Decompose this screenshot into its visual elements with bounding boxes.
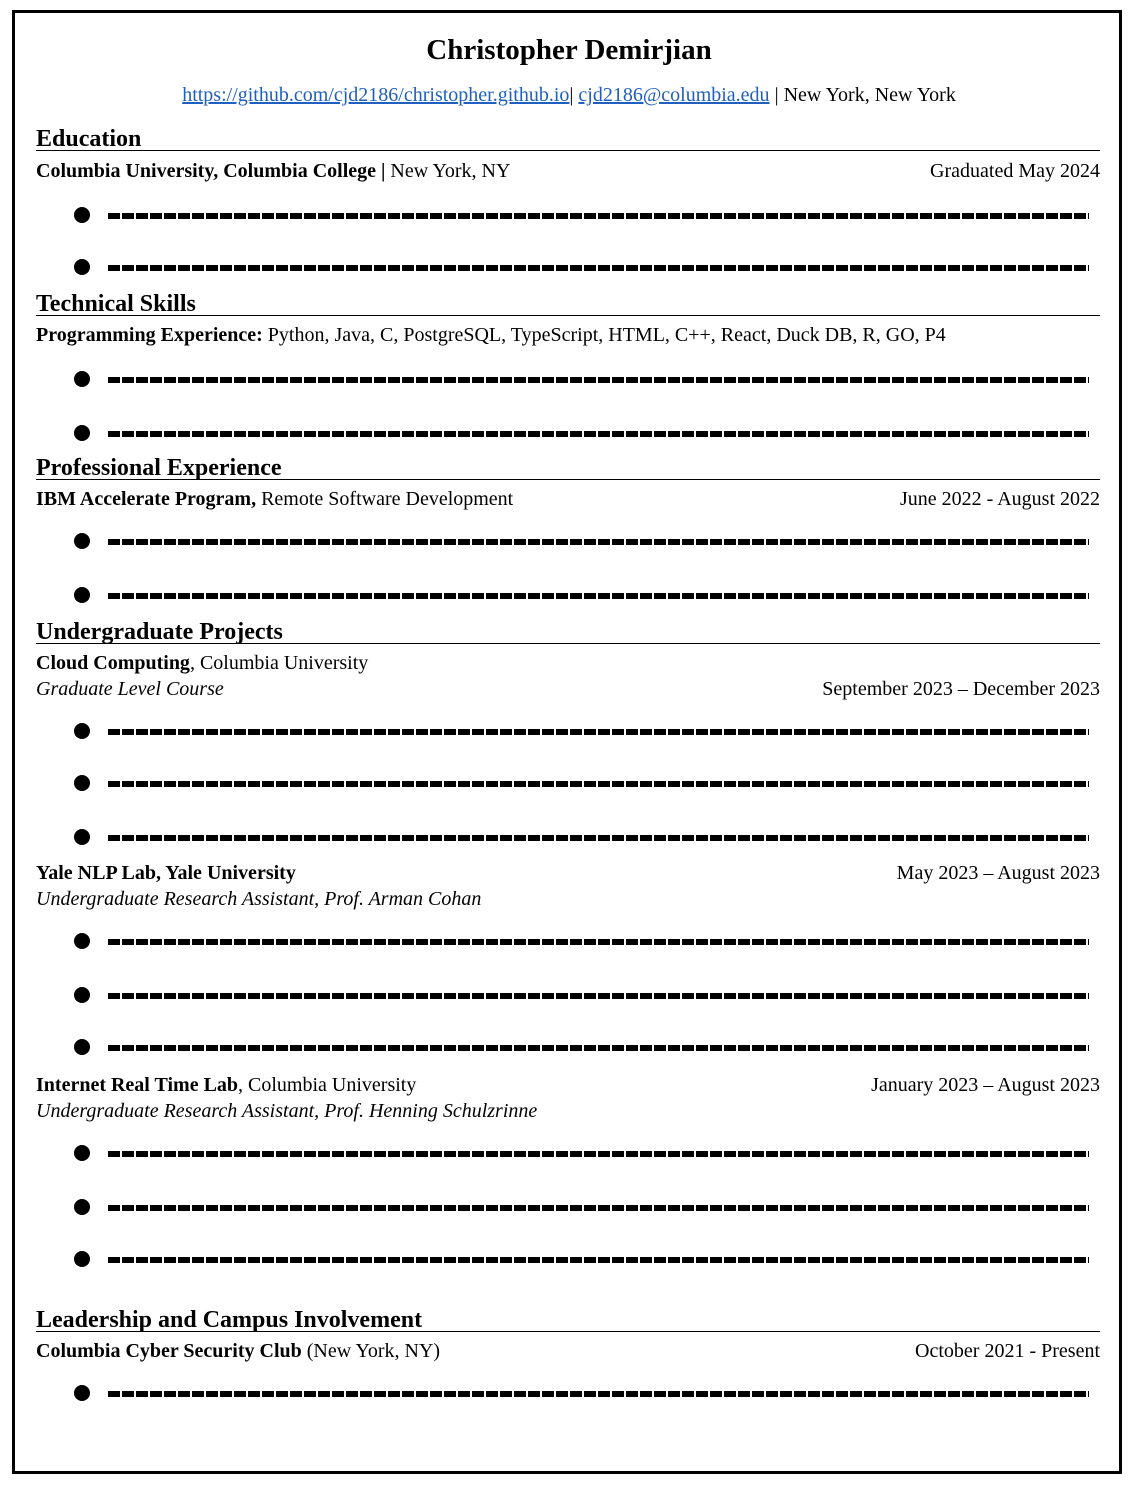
section-heading-projects: Undergraduate Projects: [36, 621, 1100, 644]
redacted-bullet: [74, 829, 1090, 847]
redacted-bullet: [74, 775, 1090, 793]
redacted-bullet: [74, 207, 1090, 225]
project-subtitle: Graduate Level Course: [36, 678, 224, 700]
redacted-bullet: [74, 1039, 1090, 1057]
contact-location: | New York, New York: [769, 84, 956, 106]
project-subtitle-row: [36, 678, 1100, 701]
project-org-suffix: , Columbia University: [189, 652, 369, 674]
project-subtitle-row: [36, 1100, 1100, 1123]
section-heading-experience: Professional Experience: [36, 457, 1100, 480]
project-date: January 2023 – August 2023: [871, 1074, 1100, 1096]
project-subtitle-row: [36, 888, 1100, 911]
redacted-bullet: [74, 1385, 1090, 1403]
leadership-location: (New York, NY): [301, 1340, 441, 1362]
redacted-bullet: [74, 587, 1090, 605]
redacted-bullet: [74, 933, 1090, 951]
contact-separator: |: [569, 84, 574, 106]
education-school: Columbia University, Columbia College: [36, 160, 377, 182]
skills-label: Programming Experience:: [36, 324, 263, 346]
leadership-date: October 2021 - Present: [915, 1340, 1100, 1362]
project-subtitle: Undergraduate Research Assistant, Prof. Arman Cohan: [36, 888, 482, 910]
redacted-bullet: [74, 1251, 1090, 1269]
project-org: Internet Real Time Lab: [36, 1074, 239, 1096]
education-separator: |: [376, 160, 391, 182]
education-location: New York, NY: [390, 160, 511, 182]
project-entry: [36, 1074, 1100, 1097]
skills-value: Python, Java, C, PostgreSQL, TypeScript, HTML, C++, React, Duck DB, R, GO, P4: [262, 324, 946, 346]
resume-name: Christopher Demirjian: [426, 34, 712, 66]
redacted-bullet: [74, 371, 1090, 389]
github-link[interactable]: https://github.com/cjd2186/christopher.github.io: [182, 84, 570, 106]
project-org-suffix: , Columbia University: [238, 1074, 417, 1096]
redacted-bullet: [74, 987, 1090, 1005]
experience-date: June 2022 - August 2022: [900, 488, 1100, 510]
leadership-org: Columbia Cyber Security Club: [36, 1340, 302, 1362]
project-org: Yale NLP Lab, Yale University: [36, 862, 296, 884]
project-entry: [36, 652, 1100, 675]
redacted-bullet: [74, 1145, 1090, 1163]
email-link[interactable]: cjd2186@columbia.edu: [578, 84, 770, 106]
leadership-entry: [36, 1340, 1100, 1363]
project-date: September 2023 – December 2023: [822, 678, 1100, 700]
section-heading-skills: Technical Skills: [36, 293, 1100, 316]
skills-entry: [36, 324, 1100, 347]
project-date: May 2023 – August 2023: [896, 862, 1100, 884]
project-org: Cloud Computing: [36, 652, 190, 674]
section-heading-leadership: Leadership and Campus Involvement: [36, 1309, 1100, 1332]
redacted-bullet: [74, 425, 1090, 443]
redacted-bullet: [74, 259, 1090, 277]
contact-line: [0, 84, 1138, 107]
redacted-bullet: [74, 533, 1090, 551]
project-subtitle: Undergraduate Research Assistant, Prof. Henning Schulzrinne: [36, 1100, 538, 1122]
redacted-bullet: [74, 1199, 1090, 1217]
experience-role: Remote Software Development: [256, 488, 514, 510]
education-date: Graduated May 2024: [930, 160, 1100, 182]
education-entry: [36, 160, 1100, 183]
section-heading-education: Education: [36, 128, 1100, 151]
project-entry: [36, 862, 1100, 885]
redacted-bullet: [74, 723, 1090, 741]
experience-org: IBM Accelerate Program,: [36, 488, 257, 510]
experience-entry: [36, 488, 1100, 511]
